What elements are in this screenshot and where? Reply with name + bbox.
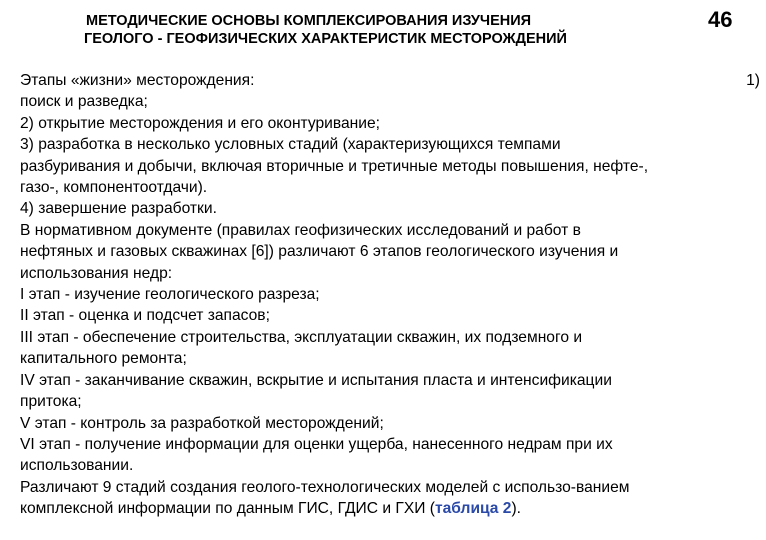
last-line-prefix: комплексной информации по данным ГИС, ГДИС и ГХИ ( [20, 500, 435, 518]
body-text [20, 70, 760, 520]
text-line: капитального ремонта; [20, 350, 187, 368]
text-line: 3) разработка в несколько условных стадий (характеризующихся темпами [20, 136, 561, 154]
text-line: Различают 9 стадий создания геолого-технологических моделей с использо-ванием [20, 478, 630, 496]
stage-line: III этап - обеспечение строительства, эксплуатации скважин, их подземного и [20, 328, 583, 346]
text-line: В нормативном документе (правилах геофизических исследований и работ в [20, 221, 581, 239]
stage-line: V этап - контроль за разработкой месторождений; [20, 414, 384, 432]
text-line: 2) открытие месторождения и его оконтуривание; [20, 114, 380, 132]
text-line: использовании. [20, 457, 134, 475]
stage-line: I этап - изучение геологического разреза; [20, 286, 320, 304]
last-line-suffix: ). [511, 500, 522, 518]
text-line: 4) завершение разработки. [20, 200, 217, 218]
text-line: притока; [20, 393, 82, 411]
page-title [84, 12, 644, 48]
title-line-1: МЕТОДИЧЕСКИЕ ОСНОВЫ КОМПЛЕКСИРОВАНИЯ ИЗУЧЕНИЯ [86, 13, 532, 29]
text-line: поиск и разведка; [20, 93, 148, 111]
stage-line: IV этап - заканчивание скважин, вскрытие и испытания пласта и интенсификации [20, 371, 612, 389]
last-line [20, 498, 760, 519]
text-line: газо-, компонентоотдачи). [20, 179, 208, 197]
intro-line [20, 70, 760, 91]
stage-line: VI этап - получение информации для оценки ущерба, нанесенного недрам при их [20, 435, 613, 453]
table-2-link[interactable]: таблица 2 [434, 500, 512, 518]
text-line: нефтяных и газовых скважинах [6]) различают 6 этапов геологического изучения и [20, 243, 619, 261]
title-line-2: ГЕОЛОГО - ГЕОФИЗИЧЕСКИХ ХАРАКТЕРИСТИК МЕСТОРОЖДЕНИЙ [84, 31, 567, 47]
text-line: разбуривания и добычи, включая вторичные и третичные методы повышения, нефте-, [20, 157, 649, 175]
text-line: использования недр: [20, 264, 173, 282]
intro-number: 1) [746, 72, 760, 89]
stage-line: II этап - оценка и подсчет запасов; [20, 307, 270, 325]
intro-text: Этапы «жизни» месторождения: [20, 72, 255, 89]
page-number: 46 [708, 7, 733, 32]
